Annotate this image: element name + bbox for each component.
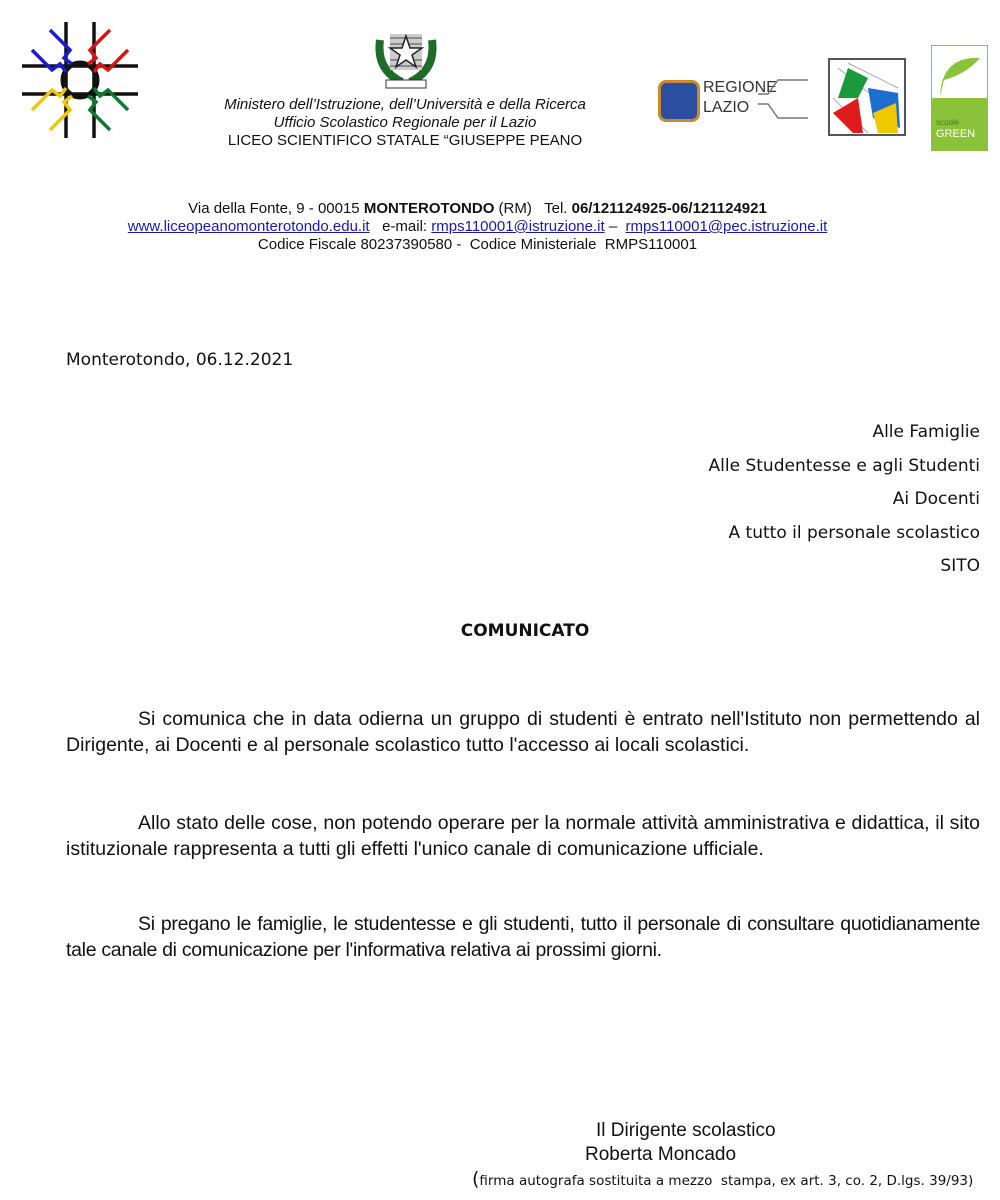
recipient-item: Alle Famiglie <box>872 422 980 442</box>
codes-line: Codice Fiscale 80237390580 - Codice Ministeriale RMPS110001 <box>257 236 698 253</box>
note-paren: ( <box>472 1168 480 1190</box>
paragraph-text: Allo stato delle cose, non potendo operare per la normale attività amministrativa e didattica, il sito istituzionale rappresenta a tutti gli effetti l'unico canale di comunicazione ufficiale. <box>66 812 980 860</box>
recipient-item: Ai Docenti <box>892 489 980 509</box>
recipient-item: A tutto il personale scolastico <box>728 522 980 543</box>
scuole-green-logo <box>931 45 988 151</box>
address-text: Via della Fonte, 9 - 00015 <box>188 200 364 217</box>
contact-block <box>0 200 955 254</box>
ministry-header <box>190 96 620 150</box>
leaf-icon <box>936 50 982 98</box>
regione-lazio-logo <box>658 76 808 122</box>
email-label: e-mail: <box>369 218 432 235</box>
address-province: (RM) Tel. <box>494 200 572 217</box>
date-line: Monterotondo, 06.12.2021 <box>66 350 294 370</box>
paragraph-text: Si comunica che in data odierna un gruppo di studenti è entrato nell'Istituto non permettendo al Dirigente, ai Docenti e al personale scolastico tutto l'accesso ai locali scolastici. <box>66 708 980 756</box>
recipient-item: Alle Studentesse e agli Studenti <box>708 455 980 476</box>
phone-number: 06/121124925-06/121124921 <box>571 200 767 217</box>
office-line: Ufficio Scolastico Regionale per il Lazio <box>273 114 537 131</box>
regione-lazio-lines-icon <box>758 76 808 122</box>
lazio-label: LAZIO <box>703 99 750 116</box>
regione-lazio-crest-icon <box>658 80 700 122</box>
address-city: MONTEROTONDO <box>363 200 495 217</box>
ministry-line: Ministero dell’Istruzione, dell’Università e della Ricerca <box>224 96 586 113</box>
recipient-item: SITO <box>940 556 980 576</box>
address-line <box>0 200 955 218</box>
italian-republic-emblem <box>372 20 440 94</box>
paragraph-text: Si pregano le famiglie, le studentesse e gli studenti, tutto il personale di consultare quotidianamente tale canale di comunicazione per l'informativa relativa ai prossimi giorni. <box>66 913 980 961</box>
document-title: COMUNICATO <box>460 621 590 641</box>
dada-logo <box>828 58 906 136</box>
note-text: firma autografa sostituita a mezzo stampa, ex art. 3, co. 2, D.lgs. 39/93) <box>479 1173 974 1189</box>
body-paragraph <box>66 706 980 758</box>
pec-link[interactable]: rmps110001@pec.istruzione.it <box>625 218 828 235</box>
school-name-line: LICEO SCIENTIFICO STATALE “GIUSEPPE PEANO <box>227 132 583 149</box>
signature-name: Roberta Moncado <box>585 1144 737 1165</box>
school-emblem-logo <box>20 20 140 140</box>
email-link[interactable]: rmps110001@istruzione.it <box>431 218 605 235</box>
body-paragraph <box>66 810 980 862</box>
signature-role: Il Dirigente scolastico <box>596 1120 776 1141</box>
green-label: GREEN <box>936 128 976 140</box>
website-link[interactable]: www.liceopeanomonterotondo.edu.it <box>127 218 370 235</box>
scuole-label: scuole <box>936 118 960 127</box>
regione-label: REGIONE <box>703 79 777 96</box>
signature-note <box>472 1168 973 1190</box>
recipients-list <box>709 416 980 584</box>
body-paragraph <box>66 911 980 963</box>
links-line <box>0 218 955 236</box>
email-separator: – <box>604 218 626 235</box>
